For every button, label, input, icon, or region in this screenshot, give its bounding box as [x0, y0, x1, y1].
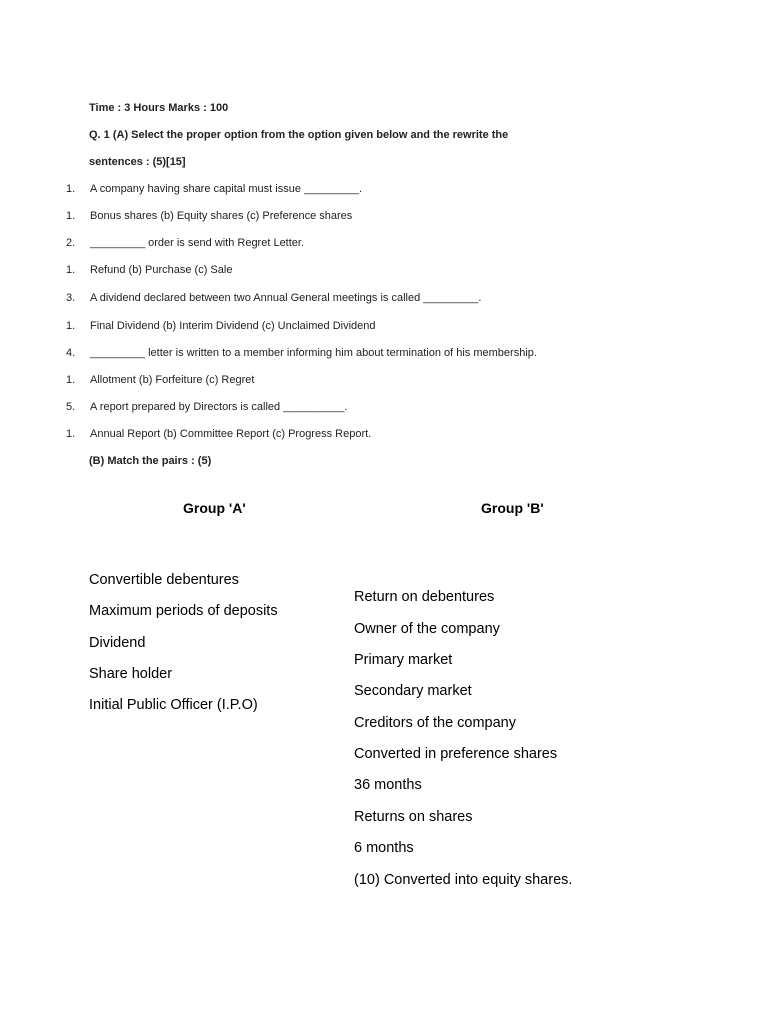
- group-b-item: Secondary market: [354, 683, 472, 699]
- list-item: _________ order is send with Regret Letter.: [90, 237, 305, 249]
- group-b-item: (10) Converted into equity shares.: [354, 872, 573, 888]
- group-b-item: Converted in preference shares: [354, 746, 558, 762]
- group-a-item: Share holder: [89, 666, 173, 682]
- list-item: Annual Report (b) Committee Report (c) Progress Report.: [90, 428, 372, 440]
- question-1-heading-continued: sentences : (5)[15]: [89, 156, 186, 168]
- list-item-number: 4.: [66, 347, 76, 359]
- list-item-number: 1.: [66, 428, 76, 440]
- group-b-item: Owner of the company: [354, 621, 500, 637]
- list-item-number: 1.: [66, 264, 76, 276]
- group-b-item: 6 months: [354, 840, 414, 856]
- list-item: A report prepared by Directors is called __________.: [90, 401, 348, 413]
- group-b-heading: Group 'B': [481, 500, 544, 516]
- list-item: A dividend declared between two Annual General meetings is called _________.: [90, 292, 482, 304]
- list-item: A company having share capital must issue _________.: [90, 183, 363, 195]
- group-b-item: Return on debentures: [354, 589, 495, 605]
- list-item-number: 2.: [66, 237, 76, 249]
- list-item-number: 1.: [66, 374, 76, 386]
- group-b-item: 36 months: [354, 777, 422, 793]
- list-item: _________ letter is written to a member informing him about termination of his membership.: [90, 347, 537, 359]
- list-item-number: 1.: [66, 320, 76, 332]
- question-1-heading: Q. 1 (A) Select the proper option from the option given below and the rewrite the: [89, 129, 509, 141]
- group-a-item: Maximum periods of deposits: [89, 603, 278, 619]
- group-b-item: Creditors of the company: [354, 715, 516, 731]
- list-item-number: 1.: [66, 210, 76, 222]
- group-a-item: Initial Public Officer (I.P.O): [89, 697, 258, 713]
- section-b-title: (B) Match the pairs : (5): [89, 455, 212, 467]
- group-b-item: Primary market: [354, 652, 453, 668]
- list-item-number: 1.: [66, 183, 76, 195]
- list-item-number: 5.: [66, 401, 76, 413]
- group-b-item: Returns on shares: [354, 809, 473, 825]
- group-a-heading: Group 'A': [183, 500, 246, 516]
- list-item: Allotment (b) Forfeiture (c) Regret: [90, 374, 255, 386]
- list-item-number: 3.: [66, 292, 76, 304]
- list-item: Final Dividend (b) Interim Dividend (c) Unclaimed Dividend: [90, 320, 376, 332]
- time-marks-line: Time : 3 Hours Marks : 100: [89, 102, 229, 114]
- group-a-item: Dividend: [89, 635, 146, 651]
- list-item: Bonus shares (b) Equity shares (c) Preference shares: [90, 210, 353, 222]
- list-item: Refund (b) Purchase (c) Sale: [90, 264, 233, 276]
- group-a-item: Convertible debentures: [89, 572, 239, 588]
